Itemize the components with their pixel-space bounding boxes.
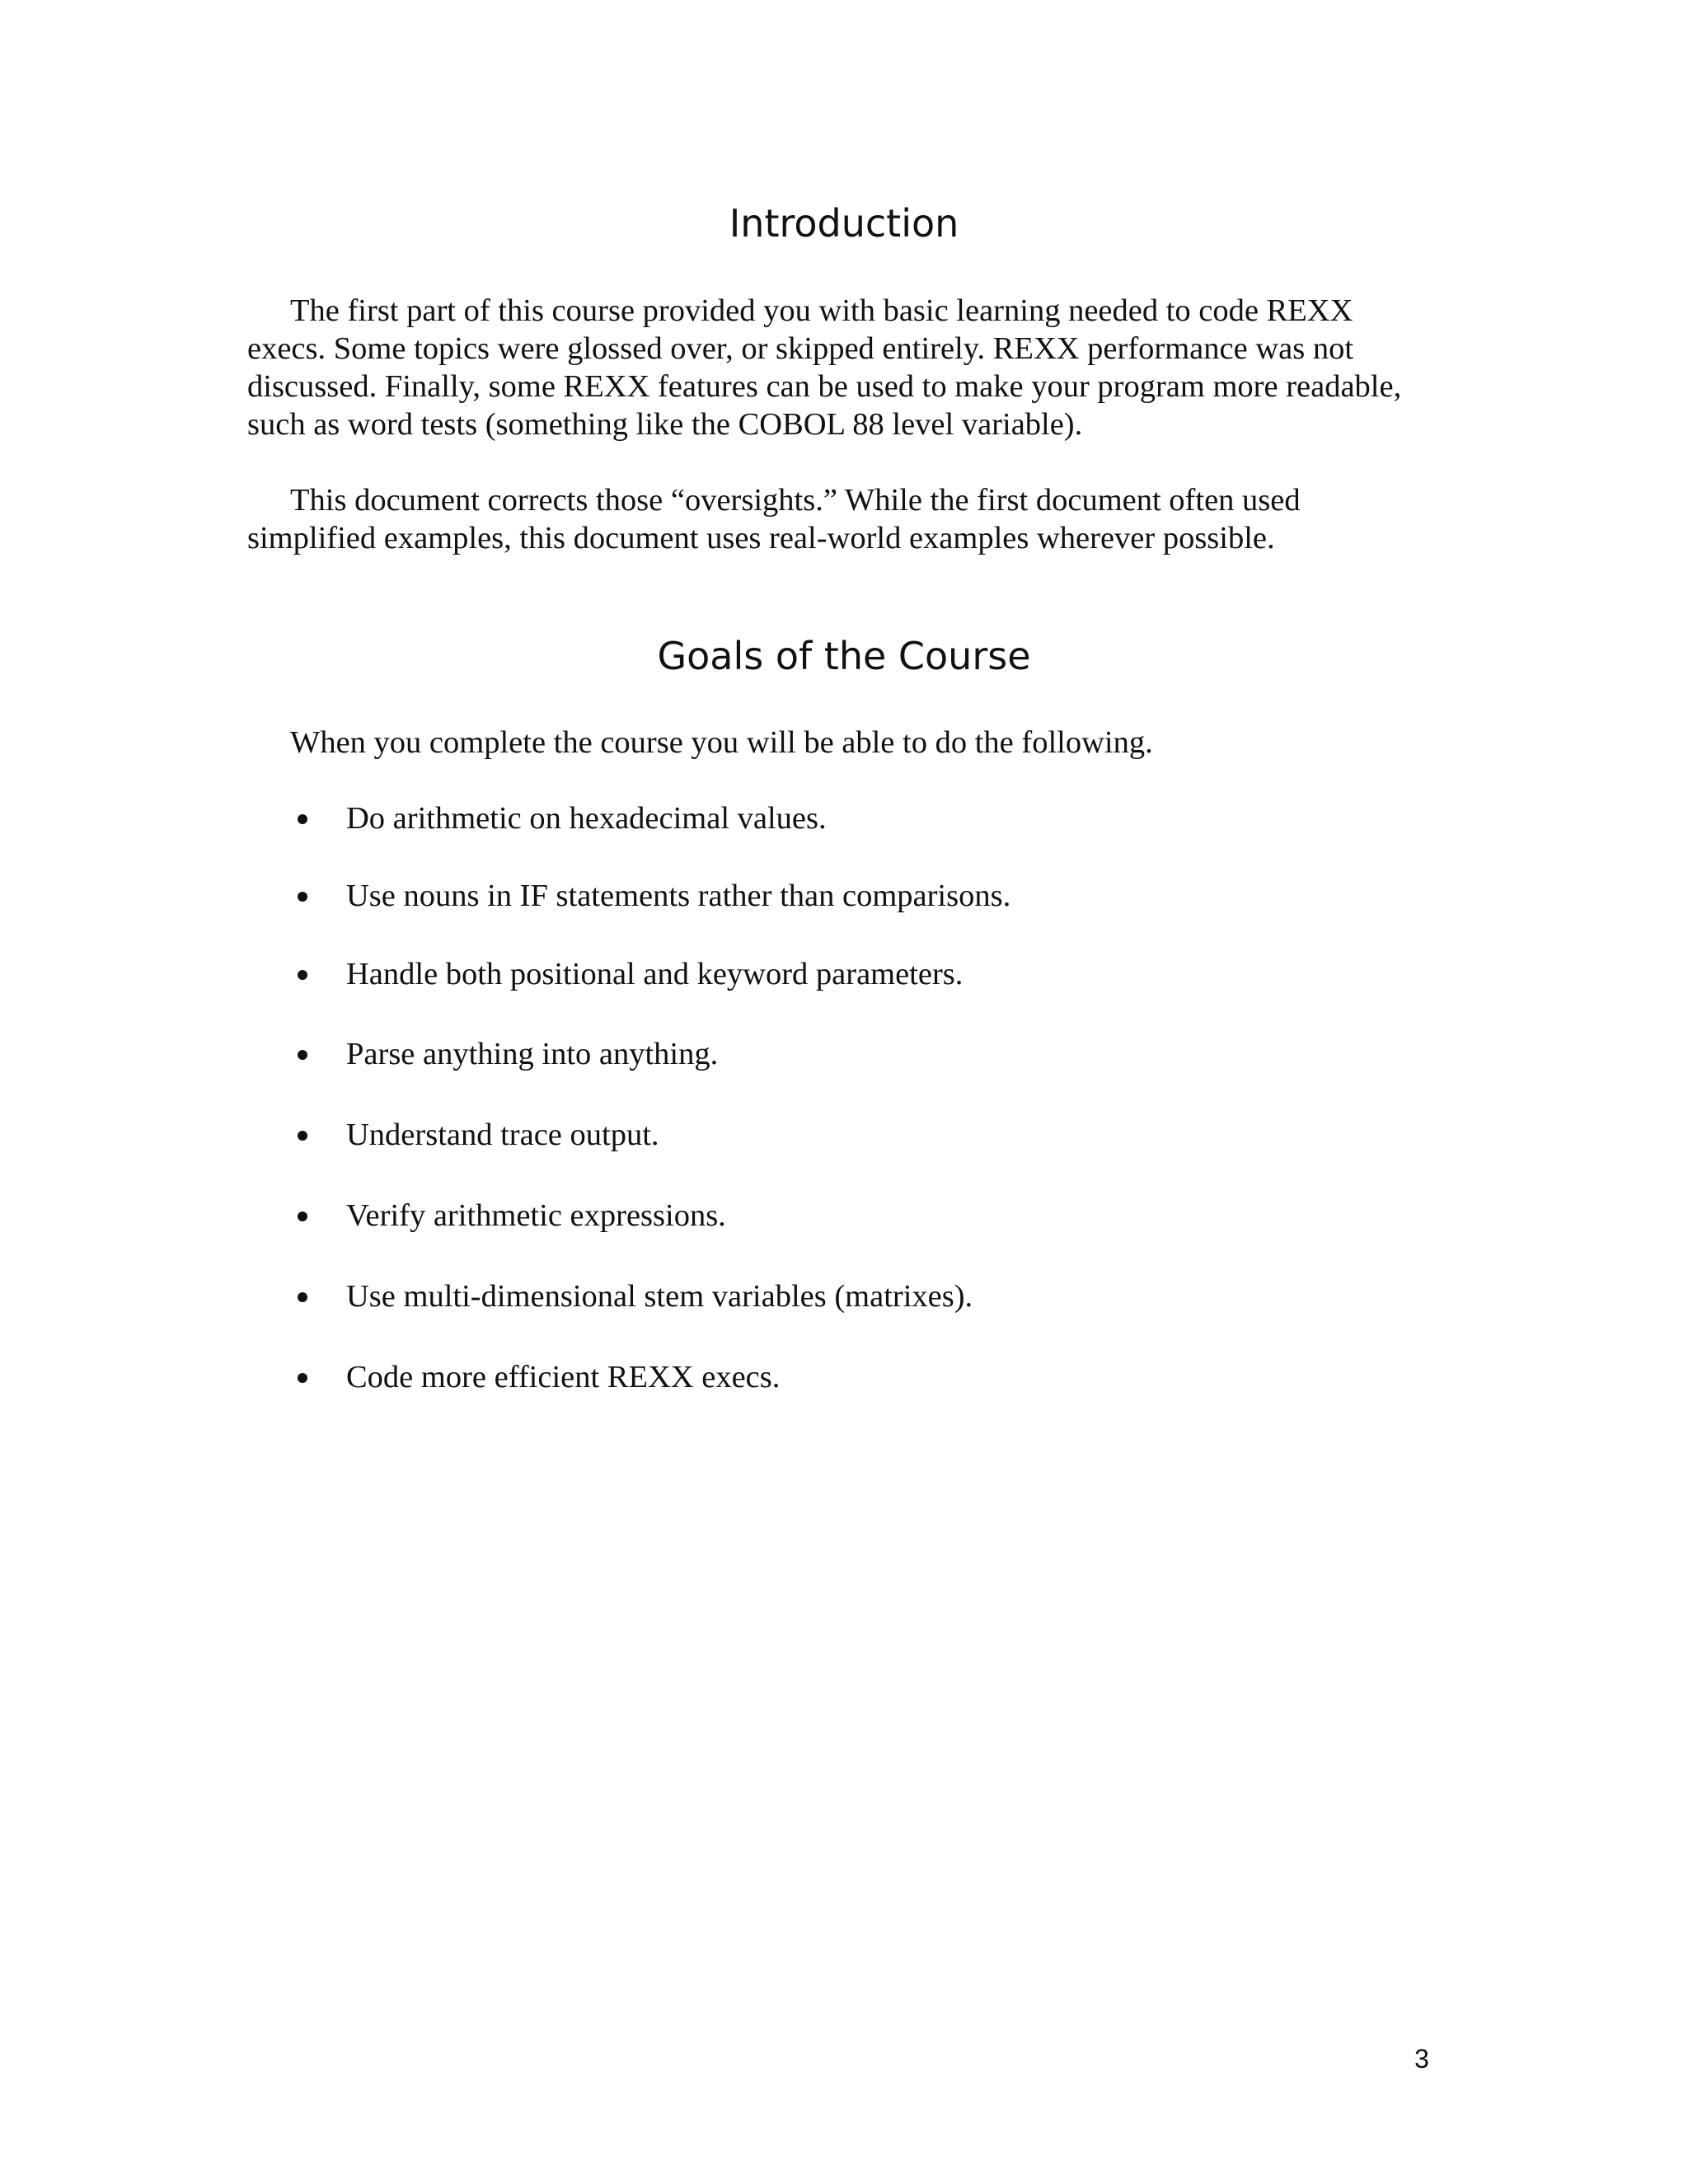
goals-lead-text: When you complete the course you will be able to do the following.: [290, 725, 1153, 760]
goals-heading: Goals of the Course: [657, 634, 1031, 678]
goal-item: [0, 1197, 1484, 1235]
goal-item: [0, 955, 1484, 993]
introduction-heading: Introduction: [729, 201, 959, 246]
goal-item: [0, 1035, 1484, 1073]
goal-text: Do arithmetic on hexadecimal values.: [346, 801, 827, 836]
bullet-icon: [294, 1197, 311, 1235]
goal-text: Use nouns in IF statements rather than comparisons.: [346, 879, 1011, 913]
bullet-icon: [294, 1358, 311, 1396]
goal-item: [0, 1116, 1484, 1154]
goal-item: [0, 799, 1484, 837]
bullet-icon: [294, 1116, 311, 1154]
goal-text: Code more efficient REXX execs.: [346, 1360, 781, 1394]
goal-text: Use multi-dimensional stem variables (matrixes).: [346, 1279, 973, 1314]
bullet-icon: [294, 877, 311, 915]
introduction-paragraph-1: The first part of this course provided you with basic learning needed to code REXX execs. Some topics were glossed over, or skipped entirely. REXX performance was not discussed. Finally, some REXX features can be used to make your program more readable, such as word tests (something like the COBOL 88 level variable).: [247, 293, 1402, 442]
bullet-icon: [294, 1277, 311, 1315]
bullet-icon: [294, 799, 311, 837]
introduction-paragraph-2: This document corrects those “oversights.” While the first document often used simplified examples, this document uses real-world examples wherever possible.: [247, 483, 1301, 555]
page-number: 3: [1414, 2044, 1429, 2074]
goal-text: Understand trace output.: [346, 1118, 659, 1152]
goal-item: [0, 877, 1484, 915]
goal-text: Handle both positional and keyword parameters.: [346, 957, 964, 991]
goal-text: Verify arithmetic expressions.: [346, 1198, 726, 1233]
goal-text: Parse anything into anything.: [346, 1037, 719, 1071]
goal-item: [0, 1277, 1484, 1315]
bullet-icon: [294, 1035, 311, 1073]
bullet-icon: [294, 955, 311, 993]
goal-item: [0, 1358, 1484, 1396]
